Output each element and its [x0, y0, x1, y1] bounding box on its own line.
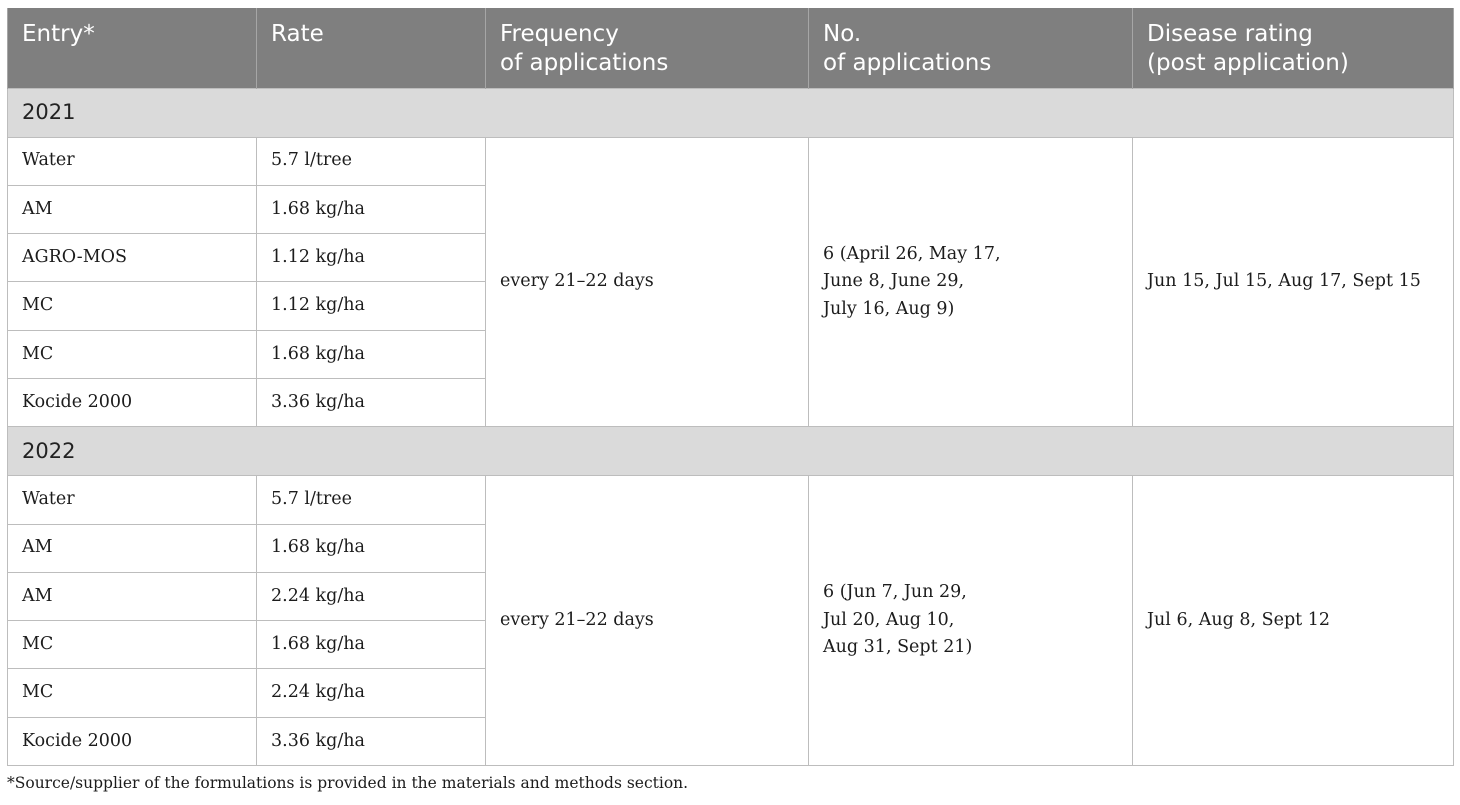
disease-rating-cell: Jul 6, Aug 8, Sept 12: [1133, 476, 1454, 766]
entry-cell: Kocide 2000: [8, 717, 257, 765]
header-no-applications: No. of applications: [809, 8, 1133, 88]
table-row: [8, 476, 1454, 524]
rate-cell: 1.68 kg/ha: [257, 330, 486, 378]
year-label: 2022: [8, 427, 1454, 476]
entry-cell: MC: [8, 330, 257, 378]
rate-cell: 1.12 kg/ha: [257, 234, 486, 282]
rate-cell: 5.7 l/tree: [257, 137, 486, 185]
entry-cell: MC: [8, 282, 257, 330]
header-frequency: Frequency of applications: [486, 8, 809, 88]
disease-rating-cell: Jun 15, Jul 15, Aug 17, Sept 15: [1133, 137, 1454, 427]
entry-cell: MC: [8, 621, 257, 669]
table-footnote: *Source/supplier of the formulations is provided in the materials and methods section.: [7, 774, 689, 792]
entry-cell: Kocide 2000: [8, 378, 257, 426]
header-row: [8, 8, 1454, 88]
frequency-cell: every 21–22 days: [486, 476, 809, 766]
rate-cell: 1.68 kg/ha: [257, 524, 486, 572]
entry-cell: MC: [8, 669, 257, 717]
header-disease-rating: Disease rating (post application): [1133, 8, 1454, 88]
entry-cell: AM: [8, 185, 257, 233]
year-row: [8, 88, 1454, 137]
entry-cell: AGRO-MOS: [8, 234, 257, 282]
header-rate: Rate: [257, 8, 486, 88]
rate-cell: 1.12 kg/ha: [257, 282, 486, 330]
entry-cell: Water: [8, 476, 257, 524]
rate-cell: 5.7 l/tree: [257, 476, 486, 524]
year-row: [8, 427, 1454, 476]
header-entry: Entry*: [8, 8, 257, 88]
rate-cell: 1.68 kg/ha: [257, 185, 486, 233]
rate-cell: 1.68 kg/ha: [257, 621, 486, 669]
rate-cell: 2.24 kg/ha: [257, 669, 486, 717]
year-label: 2021: [8, 88, 1454, 137]
rate-cell: 2.24 kg/ha: [257, 572, 486, 620]
rate-cell: 3.36 kg/ha: [257, 717, 486, 765]
frequency-cell: every 21–22 days: [486, 137, 809, 427]
entry-cell: AM: [8, 524, 257, 572]
rate-cell: 3.36 kg/ha: [257, 378, 486, 426]
data-table-container: [7, 8, 1453, 766]
applications-cell: 6 (April 26, May 17, June 8, June 29, July 16, Aug 9): [809, 137, 1133, 427]
applications-cell: 6 (Jun 7, Jun 29, Jul 20, Aug 10, Aug 31, Sept 21): [809, 476, 1133, 766]
entry-cell: AM: [8, 572, 257, 620]
data-table: [7, 8, 1454, 766]
entry-cell: Water: [8, 137, 257, 185]
table-row: [8, 137, 1454, 185]
